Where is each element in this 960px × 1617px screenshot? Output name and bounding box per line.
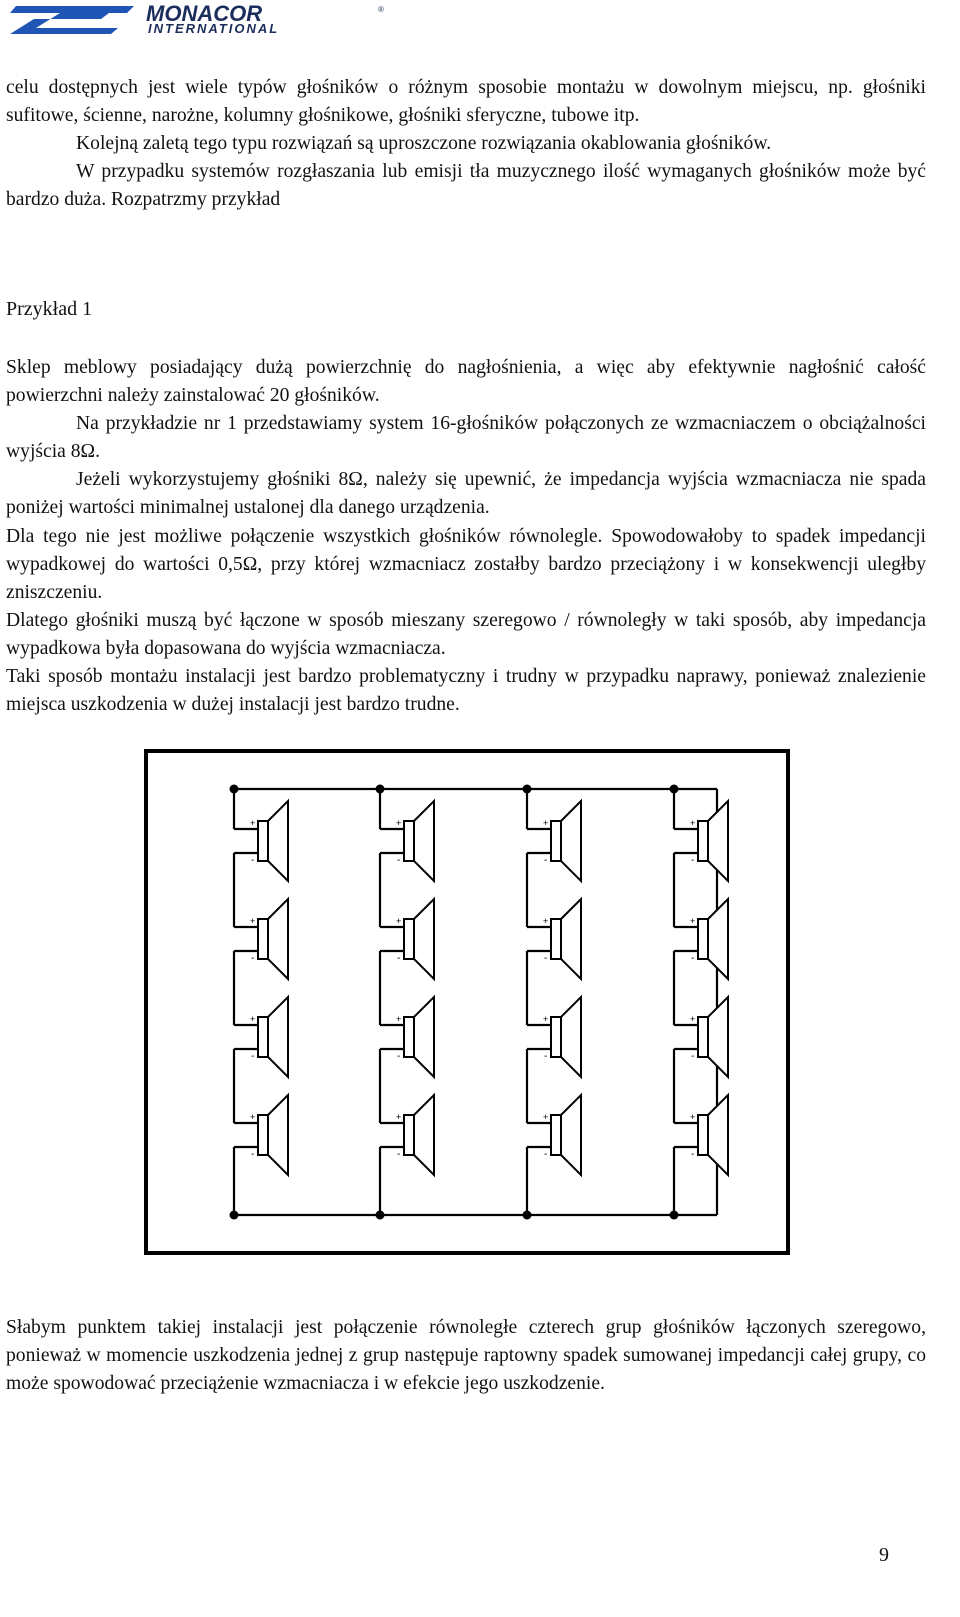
section-paragraph-6: Taki sposób montażu instalacji jest bardzo problematyczny i trudny w przypadku naprawy, ponieważ znalezienie miejsca uszkodzenia w dużej instalacji jest bardzo trudne. [6,666,926,716]
speaker-magnet [258,1115,268,1155]
polarity-plus-label: + [690,1112,696,1122]
logo-mark-shape [10,6,134,34]
speaker-magnet [258,919,268,959]
speaker-cone [268,997,288,1077]
speaker-magnet [698,1115,708,1155]
polarity-minus-label: - [544,1051,548,1062]
speaker-magnet [551,821,561,861]
speaker-cone [561,997,581,1077]
speaker-cone [708,997,728,1077]
speaker-magnet [698,821,708,861]
polarity-plus-label: + [690,916,696,926]
section-text [6,354,926,719]
speaker-cone [414,997,434,1077]
polarity-minus-label: - [544,953,548,964]
polarity-plus-label: + [396,1112,402,1122]
polarity-minus-label: - [691,1051,695,1062]
polarity-minus-label: - [251,855,255,866]
intro-paragraph-3: W przypadku systemów rozgłaszania lub emisji tła muzycznego ilość wymaganych głośników może być bardzo duża. Rozpatrzmy przykład [6,161,926,211]
speaker-magnet [698,1017,708,1057]
speaker-cone [268,1095,288,1175]
section-paragraph-5: Dlatego głośniki muszą być łączone w sposób mieszany szeregowo / równoległy w taki sposób, aby impedancja wypadkowa była dopasowana do wyjścia wzmacniacza. [6,609,926,659]
speaker-cone [708,899,728,979]
speaker-magnet [258,821,268,861]
speaker-cone [561,801,581,881]
polarity-plus-label: + [250,818,256,828]
logo-subtitle: INTERNATIONAL [148,21,280,36]
polarity-plus-label: + [543,818,549,828]
section-paragraph-2: Na przykładzie nr 1 przedstawiamy system 16-głośników połączonych ze wzmacniaczem o obciążalności wyjścia 8Ω. [6,413,926,463]
page-number: 9 [879,1544,889,1566]
polarity-minus-label: - [251,953,255,964]
polarity-plus-label: + [543,1014,549,1024]
speaker-cone [268,801,288,881]
speaker-magnet [698,919,708,959]
polarity-minus-label: - [691,855,695,866]
section-paragraph-3: Jeżeli wykorzystujemy głośniki 8Ω, należy się upewnić, że impedancja wyjścia wzmacniacza nie spada poniżej wartości minimalnej ustalonej dla danego urządzenia. [6,469,926,519]
speaker-cone [708,801,728,881]
intro-text [6,74,926,214]
section-paragraph-4: Dla tego nie jest możliwe połączenie wszystkich głośników równolegle. Spowodowałoby to spadek impedancji wypadkowej do wartości 0,5Ω, przy której wzmacniacz zostałby bardzo przeciążony i w konsekwencji uległby zniszczeniu. [6,525,926,603]
polarity-minus-label: - [397,855,401,866]
monacor-logo [6,2,406,36]
polarity-minus-label: - [251,1051,255,1062]
polarity-minus-label: - [397,1051,401,1062]
section-heading: Przykład 1 [6,298,93,320]
polarity-minus-label: - [544,1149,548,1160]
speaker-cone [414,801,434,881]
speaker-magnet [551,1017,561,1057]
intro-paragraph-2: Kolejną zaletą tego typu rozwiązań są uproszczone rozwiązania okablowania głośników. [76,133,772,155]
speaker-cone [561,1095,581,1175]
speaker-magnet [404,1115,414,1155]
polarity-minus-label: - [397,953,401,964]
polarity-plus-label: + [543,916,549,926]
logo-registered-mark: ® [378,5,384,14]
speaker-magnet [404,919,414,959]
speaker-cone [268,899,288,979]
polarity-minus-label: - [251,1149,255,1160]
polarity-plus-label: + [250,1112,256,1122]
polarity-minus-label: - [691,953,695,964]
speaker-cone [708,1095,728,1175]
section-paragraph-1: Sklep meblowy posiadający dużą powierzchnię do nagłośnienia, a więc aby efektywnie nagłośnić całość powierzchni należy zainstalować 20 głośników. [6,357,926,407]
logo-brand-name: MONACOR [146,2,263,26]
polarity-minus-label: - [691,1149,695,1160]
polarity-plus-label: + [250,1014,256,1024]
polarity-plus-label: + [250,916,256,926]
polarity-plus-label: + [396,818,402,828]
polarity-plus-label: + [543,1112,549,1122]
closing-paragraph-1: Słabym punktem takiej instalacji jest połączenie równoległe czterech grup głośników łączonych szeregowo, ponieważ w momencie uszkodzenia jednej z grup następuje raptowny spadek sumowanej impedancji całej grupy, co może spowodować przeciążenie wzmacniacza i w efekcie jego uszkodzenie. [6,1317,926,1395]
polarity-plus-label: + [396,916,402,926]
speaker-cone [414,899,434,979]
polarity-plus-label: + [396,1014,402,1024]
speaker-magnet [404,821,414,861]
wiring-diagram [144,749,790,1255]
polarity-minus-label: - [544,855,548,866]
speaker-cone [561,899,581,979]
speaker-magnet [258,1017,268,1057]
polarity-minus-label: - [397,1149,401,1160]
speaker-magnet [551,919,561,959]
speaker-cone [414,1095,434,1175]
closing-text [6,1314,926,1398]
speaker-magnet [404,1017,414,1057]
polarity-plus-label: + [690,1014,696,1024]
polarity-plus-label: + [690,818,696,828]
speaker-magnet [551,1115,561,1155]
intro-paragraph-1: celu dostępnych jest wiele typów głośników o różnym sposobie montażu w dowolnym miejscu, np. głośniki sufitowe, ścienne, narożne, kolumny głośnikowe, głośniki sferyczne, tubowe itp. [6,77,926,127]
